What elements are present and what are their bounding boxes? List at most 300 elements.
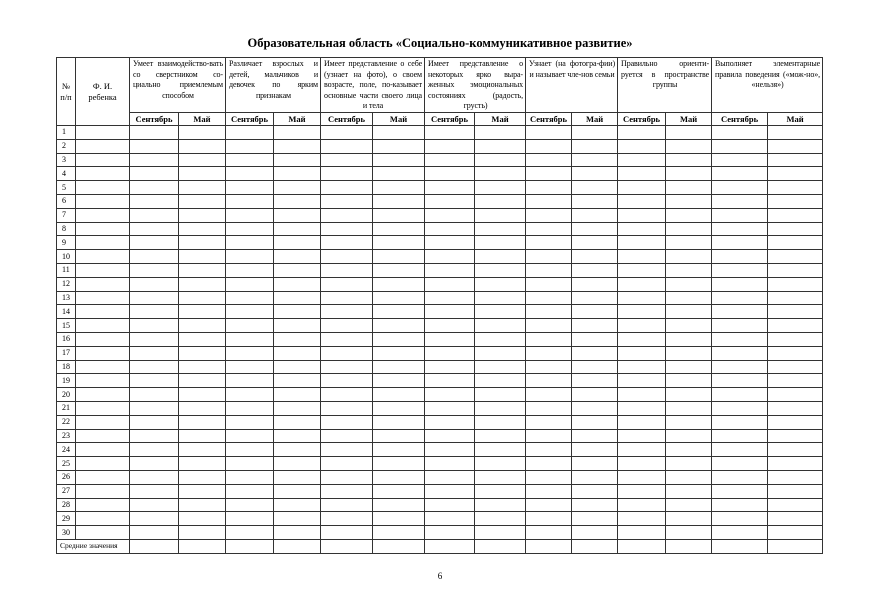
score-cell[interactable]	[321, 181, 373, 195]
score-cell[interactable]	[226, 470, 274, 484]
score-cell[interactable]	[226, 208, 274, 222]
child-name-cell[interactable]	[76, 360, 130, 374]
score-cell[interactable]	[226, 222, 274, 236]
score-cell[interactable]	[226, 126, 274, 140]
score-cell[interactable]	[321, 305, 373, 319]
child-name-cell[interactable]	[76, 250, 130, 264]
score-cell[interactable]	[768, 277, 823, 291]
score-cell[interactable]	[618, 139, 666, 153]
score-cell[interactable]	[526, 208, 572, 222]
score-cell[interactable]	[274, 374, 321, 388]
score-cell[interactable]	[666, 305, 712, 319]
score-cell[interactable]	[768, 526, 823, 540]
score-cell[interactable]	[475, 167, 526, 181]
score-cell[interactable]	[712, 512, 768, 526]
score-cell[interactable]	[526, 498, 572, 512]
score-cell[interactable]	[373, 319, 425, 333]
score-cell[interactable]	[226, 498, 274, 512]
score-cell[interactable]	[475, 305, 526, 319]
score-cell[interactable]	[226, 346, 274, 360]
score-cell[interactable]	[526, 194, 572, 208]
score-cell[interactable]	[274, 498, 321, 512]
score-cell[interactable]	[618, 498, 666, 512]
score-cell[interactable]	[572, 263, 618, 277]
child-name-cell[interactable]	[76, 305, 130, 319]
score-cell[interactable]	[373, 429, 425, 443]
score-cell[interactable]	[130, 305, 179, 319]
score-cell[interactable]	[768, 401, 823, 415]
score-cell[interactable]	[475, 222, 526, 236]
child-name-cell[interactable]	[76, 167, 130, 181]
score-cell[interactable]	[130, 263, 179, 277]
score-cell[interactable]	[373, 526, 425, 540]
child-name-cell[interactable]	[76, 194, 130, 208]
score-cell[interactable]	[321, 139, 373, 153]
score-cell[interactable]	[526, 360, 572, 374]
score-cell[interactable]	[618, 443, 666, 457]
child-name-cell[interactable]	[76, 346, 130, 360]
score-cell[interactable]	[475, 498, 526, 512]
score-cell[interactable]	[425, 388, 475, 402]
score-cell[interactable]	[572, 319, 618, 333]
score-cell[interactable]	[526, 222, 572, 236]
score-cell[interactable]	[712, 319, 768, 333]
score-cell[interactable]	[768, 181, 823, 195]
score-cell[interactable]	[666, 263, 712, 277]
score-cell[interactable]	[572, 443, 618, 457]
score-cell[interactable]	[572, 332, 618, 346]
score-cell[interactable]	[321, 222, 373, 236]
score-cell[interactable]	[130, 236, 179, 250]
score-cell[interactable]	[618, 250, 666, 264]
score-cell[interactable]	[425, 429, 475, 443]
average-cell[interactable]	[321, 539, 373, 553]
score-cell[interactable]	[475, 263, 526, 277]
score-cell[interactable]	[321, 512, 373, 526]
score-cell[interactable]	[179, 429, 226, 443]
score-cell[interactable]	[274, 443, 321, 457]
score-cell[interactable]	[130, 429, 179, 443]
score-cell[interactable]	[712, 498, 768, 512]
child-name-cell[interactable]	[76, 139, 130, 153]
score-cell[interactable]	[373, 139, 425, 153]
score-cell[interactable]	[179, 457, 226, 471]
score-cell[interactable]	[373, 194, 425, 208]
score-cell[interactable]	[618, 222, 666, 236]
child-name-cell[interactable]	[76, 388, 130, 402]
score-cell[interactable]	[179, 484, 226, 498]
average-cell[interactable]	[373, 539, 425, 553]
score-cell[interactable]	[226, 443, 274, 457]
score-cell[interactable]	[526, 388, 572, 402]
score-cell[interactable]	[618, 415, 666, 429]
score-cell[interactable]	[572, 388, 618, 402]
score-cell[interactable]	[712, 194, 768, 208]
score-cell[interactable]	[712, 305, 768, 319]
score-cell[interactable]	[226, 263, 274, 277]
score-cell[interactable]	[274, 457, 321, 471]
score-cell[interactable]	[666, 512, 712, 526]
score-cell[interactable]	[768, 346, 823, 360]
score-cell[interactable]	[425, 484, 475, 498]
score-cell[interactable]	[373, 443, 425, 457]
score-cell[interactable]	[618, 208, 666, 222]
score-cell[interactable]	[666, 526, 712, 540]
score-cell[interactable]	[274, 388, 321, 402]
child-name-cell[interactable]	[76, 153, 130, 167]
score-cell[interactable]	[226, 388, 274, 402]
score-cell[interactable]	[572, 181, 618, 195]
score-cell[interactable]	[321, 374, 373, 388]
score-cell[interactable]	[226, 139, 274, 153]
score-cell[interactable]	[226, 401, 274, 415]
score-cell[interactable]	[526, 429, 572, 443]
child-name-cell[interactable]	[76, 222, 130, 236]
score-cell[interactable]	[666, 415, 712, 429]
score-cell[interactable]	[572, 194, 618, 208]
score-cell[interactable]	[226, 236, 274, 250]
score-cell[interactable]	[425, 139, 475, 153]
score-cell[interactable]	[425, 305, 475, 319]
score-cell[interactable]	[475, 250, 526, 264]
score-cell[interactable]	[274, 194, 321, 208]
score-cell[interactable]	[226, 526, 274, 540]
child-name-cell[interactable]	[76, 470, 130, 484]
score-cell[interactable]	[768, 319, 823, 333]
score-cell[interactable]	[226, 484, 274, 498]
score-cell[interactable]	[712, 443, 768, 457]
score-cell[interactable]	[712, 153, 768, 167]
score-cell[interactable]	[130, 512, 179, 526]
score-cell[interactable]	[666, 208, 712, 222]
score-cell[interactable]	[130, 526, 179, 540]
score-cell[interactable]	[274, 484, 321, 498]
score-cell[interactable]	[179, 401, 226, 415]
score-cell[interactable]	[526, 305, 572, 319]
score-cell[interactable]	[768, 167, 823, 181]
score-cell[interactable]	[130, 360, 179, 374]
score-cell[interactable]	[274, 250, 321, 264]
score-cell[interactable]	[768, 194, 823, 208]
score-cell[interactable]	[321, 153, 373, 167]
score-cell[interactable]	[618, 291, 666, 305]
score-cell[interactable]	[572, 429, 618, 443]
score-cell[interactable]	[425, 401, 475, 415]
score-cell[interactable]	[373, 126, 425, 140]
score-cell[interactable]	[572, 139, 618, 153]
score-cell[interactable]	[130, 153, 179, 167]
score-cell[interactable]	[274, 291, 321, 305]
score-cell[interactable]	[179, 236, 226, 250]
score-cell[interactable]	[373, 236, 425, 250]
score-cell[interactable]	[425, 181, 475, 195]
score-cell[interactable]	[618, 167, 666, 181]
score-cell[interactable]	[321, 332, 373, 346]
child-name-cell[interactable]	[76, 457, 130, 471]
score-cell[interactable]	[712, 291, 768, 305]
score-cell[interactable]	[768, 360, 823, 374]
score-cell[interactable]	[526, 139, 572, 153]
score-cell[interactable]	[768, 470, 823, 484]
score-cell[interactable]	[712, 139, 768, 153]
average-cell[interactable]	[130, 539, 179, 553]
child-name-cell[interactable]	[76, 332, 130, 346]
score-cell[interactable]	[321, 277, 373, 291]
score-cell[interactable]	[768, 208, 823, 222]
score-cell[interactable]	[226, 291, 274, 305]
child-name-cell[interactable]	[76, 126, 130, 140]
average-cell[interactable]	[475, 539, 526, 553]
score-cell[interactable]	[526, 332, 572, 346]
score-cell[interactable]	[226, 153, 274, 167]
score-cell[interactable]	[666, 388, 712, 402]
score-cell[interactable]	[572, 512, 618, 526]
score-cell[interactable]	[373, 332, 425, 346]
score-cell[interactable]	[321, 470, 373, 484]
score-cell[interactable]	[526, 526, 572, 540]
score-cell[interactable]	[425, 208, 475, 222]
score-cell[interactable]	[425, 250, 475, 264]
score-cell[interactable]	[572, 360, 618, 374]
score-cell[interactable]	[712, 360, 768, 374]
score-cell[interactable]	[179, 360, 226, 374]
score-cell[interactable]	[373, 498, 425, 512]
score-cell[interactable]	[666, 401, 712, 415]
score-cell[interactable]	[666, 236, 712, 250]
score-cell[interactable]	[618, 319, 666, 333]
score-cell[interactable]	[526, 346, 572, 360]
score-cell[interactable]	[130, 457, 179, 471]
score-cell[interactable]	[425, 470, 475, 484]
child-name-cell[interactable]	[76, 319, 130, 333]
average-cell[interactable]	[179, 539, 226, 553]
score-cell[interactable]	[572, 526, 618, 540]
score-cell[interactable]	[373, 208, 425, 222]
score-cell[interactable]	[618, 401, 666, 415]
score-cell[interactable]	[179, 126, 226, 140]
score-cell[interactable]	[768, 305, 823, 319]
score-cell[interactable]	[475, 443, 526, 457]
child-name-cell[interactable]	[76, 526, 130, 540]
score-cell[interactable]	[179, 167, 226, 181]
score-cell[interactable]	[130, 291, 179, 305]
score-cell[interactable]	[274, 208, 321, 222]
score-cell[interactable]	[618, 512, 666, 526]
score-cell[interactable]	[475, 291, 526, 305]
child-name-cell[interactable]	[76, 498, 130, 512]
score-cell[interactable]	[712, 484, 768, 498]
score-cell[interactable]	[618, 470, 666, 484]
score-cell[interactable]	[572, 126, 618, 140]
score-cell[interactable]	[475, 181, 526, 195]
score-cell[interactable]	[768, 236, 823, 250]
score-cell[interactable]	[712, 181, 768, 195]
score-cell[interactable]	[425, 498, 475, 512]
score-cell[interactable]	[425, 194, 475, 208]
score-cell[interactable]	[475, 194, 526, 208]
score-cell[interactable]	[475, 319, 526, 333]
score-cell[interactable]	[226, 250, 274, 264]
score-cell[interactable]	[768, 415, 823, 429]
score-cell[interactable]	[179, 181, 226, 195]
score-cell[interactable]	[373, 153, 425, 167]
score-cell[interactable]	[475, 153, 526, 167]
score-cell[interactable]	[425, 374, 475, 388]
score-cell[interactable]	[274, 360, 321, 374]
score-cell[interactable]	[226, 360, 274, 374]
score-cell[interactable]	[526, 443, 572, 457]
score-cell[interactable]	[475, 470, 526, 484]
score-cell[interactable]	[526, 470, 572, 484]
score-cell[interactable]	[475, 332, 526, 346]
score-cell[interactable]	[618, 277, 666, 291]
score-cell[interactable]	[321, 208, 373, 222]
score-cell[interactable]	[526, 291, 572, 305]
score-cell[interactable]	[425, 346, 475, 360]
score-cell[interactable]	[226, 194, 274, 208]
score-cell[interactable]	[618, 374, 666, 388]
score-cell[interactable]	[130, 194, 179, 208]
score-cell[interactable]	[618, 388, 666, 402]
score-cell[interactable]	[274, 415, 321, 429]
score-cell[interactable]	[274, 126, 321, 140]
child-name-cell[interactable]	[76, 277, 130, 291]
score-cell[interactable]	[130, 484, 179, 498]
score-cell[interactable]	[373, 250, 425, 264]
child-name-cell[interactable]	[76, 484, 130, 498]
score-cell[interactable]	[179, 346, 226, 360]
score-cell[interactable]	[179, 470, 226, 484]
average-cell[interactable]	[226, 539, 274, 553]
average-cell[interactable]	[274, 539, 321, 553]
score-cell[interactable]	[618, 305, 666, 319]
score-cell[interactable]	[179, 291, 226, 305]
child-name-cell[interactable]	[76, 429, 130, 443]
score-cell[interactable]	[179, 277, 226, 291]
score-cell[interactable]	[321, 401, 373, 415]
score-cell[interactable]	[475, 401, 526, 415]
score-cell[interactable]	[274, 305, 321, 319]
score-cell[interactable]	[321, 484, 373, 498]
score-cell[interactable]	[712, 526, 768, 540]
score-cell[interactable]	[666, 277, 712, 291]
child-name-cell[interactable]	[76, 236, 130, 250]
score-cell[interactable]	[373, 263, 425, 277]
score-cell[interactable]	[618, 181, 666, 195]
score-cell[interactable]	[274, 236, 321, 250]
score-cell[interactable]	[666, 194, 712, 208]
score-cell[interactable]	[572, 401, 618, 415]
average-cell[interactable]	[768, 539, 823, 553]
score-cell[interactable]	[179, 250, 226, 264]
score-cell[interactable]	[712, 470, 768, 484]
score-cell[interactable]	[425, 415, 475, 429]
score-cell[interactable]	[526, 236, 572, 250]
score-cell[interactable]	[425, 319, 475, 333]
score-cell[interactable]	[130, 319, 179, 333]
score-cell[interactable]	[425, 443, 475, 457]
average-cell[interactable]	[712, 539, 768, 553]
score-cell[interactable]	[572, 291, 618, 305]
score-cell[interactable]	[425, 526, 475, 540]
score-cell[interactable]	[373, 457, 425, 471]
score-cell[interactable]	[425, 457, 475, 471]
score-cell[interactable]	[618, 332, 666, 346]
score-cell[interactable]	[666, 139, 712, 153]
score-cell[interactable]	[666, 222, 712, 236]
score-cell[interactable]	[768, 443, 823, 457]
score-cell[interactable]	[130, 332, 179, 346]
score-cell[interactable]	[712, 250, 768, 264]
score-cell[interactable]	[712, 457, 768, 471]
score-cell[interactable]	[712, 415, 768, 429]
score-cell[interactable]	[572, 236, 618, 250]
score-cell[interactable]	[475, 374, 526, 388]
score-cell[interactable]	[425, 332, 475, 346]
score-cell[interactable]	[179, 139, 226, 153]
score-cell[interactable]	[130, 181, 179, 195]
score-cell[interactable]	[179, 388, 226, 402]
score-cell[interactable]	[425, 222, 475, 236]
average-cell[interactable]	[618, 539, 666, 553]
child-name-cell[interactable]	[76, 443, 130, 457]
score-cell[interactable]	[321, 236, 373, 250]
score-cell[interactable]	[572, 498, 618, 512]
score-cell[interactable]	[274, 277, 321, 291]
score-cell[interactable]	[526, 126, 572, 140]
score-cell[interactable]	[425, 360, 475, 374]
score-cell[interactable]	[130, 401, 179, 415]
score-cell[interactable]	[475, 277, 526, 291]
score-cell[interactable]	[712, 346, 768, 360]
score-cell[interactable]	[274, 167, 321, 181]
score-cell[interactable]	[130, 443, 179, 457]
score-cell[interactable]	[618, 429, 666, 443]
score-cell[interactable]	[179, 153, 226, 167]
score-cell[interactable]	[572, 346, 618, 360]
score-cell[interactable]	[226, 319, 274, 333]
score-cell[interactable]	[425, 277, 475, 291]
score-cell[interactable]	[526, 181, 572, 195]
score-cell[interactable]	[321, 457, 373, 471]
score-cell[interactable]	[475, 126, 526, 140]
score-cell[interactable]	[666, 374, 712, 388]
score-cell[interactable]	[768, 153, 823, 167]
score-cell[interactable]	[475, 208, 526, 222]
child-name-cell[interactable]	[76, 263, 130, 277]
score-cell[interactable]	[130, 498, 179, 512]
score-cell[interactable]	[572, 153, 618, 167]
score-cell[interactable]	[712, 236, 768, 250]
score-cell[interactable]	[712, 388, 768, 402]
score-cell[interactable]	[321, 346, 373, 360]
score-cell[interactable]	[618, 263, 666, 277]
score-cell[interactable]	[274, 429, 321, 443]
score-cell[interactable]	[226, 332, 274, 346]
score-cell[interactable]	[373, 415, 425, 429]
score-cell[interactable]	[526, 250, 572, 264]
score-cell[interactable]	[712, 263, 768, 277]
score-cell[interactable]	[768, 126, 823, 140]
score-cell[interactable]	[712, 208, 768, 222]
score-cell[interactable]	[179, 415, 226, 429]
score-cell[interactable]	[321, 498, 373, 512]
score-cell[interactable]	[768, 484, 823, 498]
score-cell[interactable]	[321, 250, 373, 264]
score-cell[interactable]	[712, 429, 768, 443]
score-cell[interactable]	[130, 167, 179, 181]
score-cell[interactable]	[179, 526, 226, 540]
